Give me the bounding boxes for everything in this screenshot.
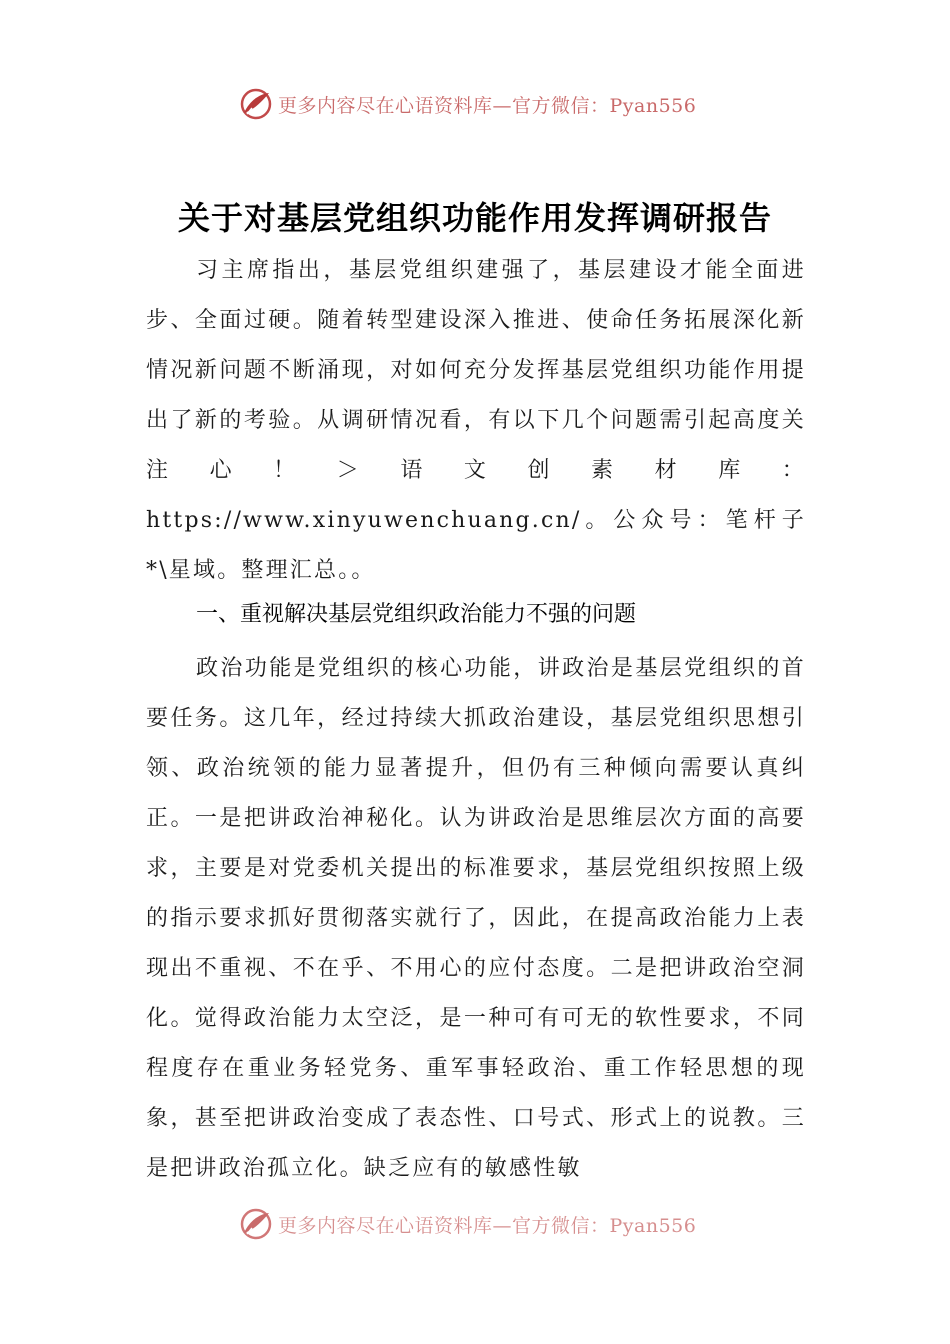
pen-nib-circle-icon bbox=[238, 86, 274, 122]
paragraph-intro: 习主席指出，基层党组织建强了，基层建设才能全面进步、全面过硬。随着转型建设深入推进、使命任务拓展深化新情况新问题不断涌现，对如何充分发挥基层党组织功能作用提出了新的考验。从调研情况看，有以下几个问题需引起高度关注心！＞语文创素材库：https://www.xinyuwenchuang.cn/。公众号：笔杆子*\星域。整理汇总。。 bbox=[146, 258, 806, 583]
watermark-header bbox=[238, 84, 696, 124]
watermark-footer bbox=[238, 1204, 696, 1244]
section-heading-1: 一、重视解决基层党组织政治能力不强的问题 bbox=[196, 602, 637, 627]
pen-nib-circle-icon bbox=[238, 1206, 274, 1242]
watermark-text: 更多内容尽在心语资料库—官方微信：Pyan556 bbox=[278, 1214, 697, 1237]
paragraph-section-1: 政治功能是党组织的核心功能，讲政治是基层党组织的首要任务。这几年，经过持续大抓政治建设，基层党组织思想引领、政治统领的能力显著提升，但仍有三种倾向需要认真纠正。一是把讲政治神秘化。认为讲政治是思维层次方面的高要求，主要是对党委机关提出的标准要求，基层党组织按照上级的指示要求抓好贯彻落实就行了，因此，在提高政治能力上表现出不重视、不在乎、不用心的应付态度。二是把讲政治空洞化。觉得政治能力太空泛，是一种可有可无的软性要求，不同程度存在重业务轻党务、重军事轻政治、重工作轻思想的现象，甚至把讲政治变成了表态性、口号式、形式上的说教。三是把讲政治孤立化。缺乏应有的敏感性敏 bbox=[146, 656, 806, 1181]
page-title: 关于对基层党组织功能作用发挥调研报告 bbox=[177, 199, 772, 237]
watermark-text: 更多内容尽在心语资料库—官方微信：Pyan556 bbox=[278, 94, 697, 117]
